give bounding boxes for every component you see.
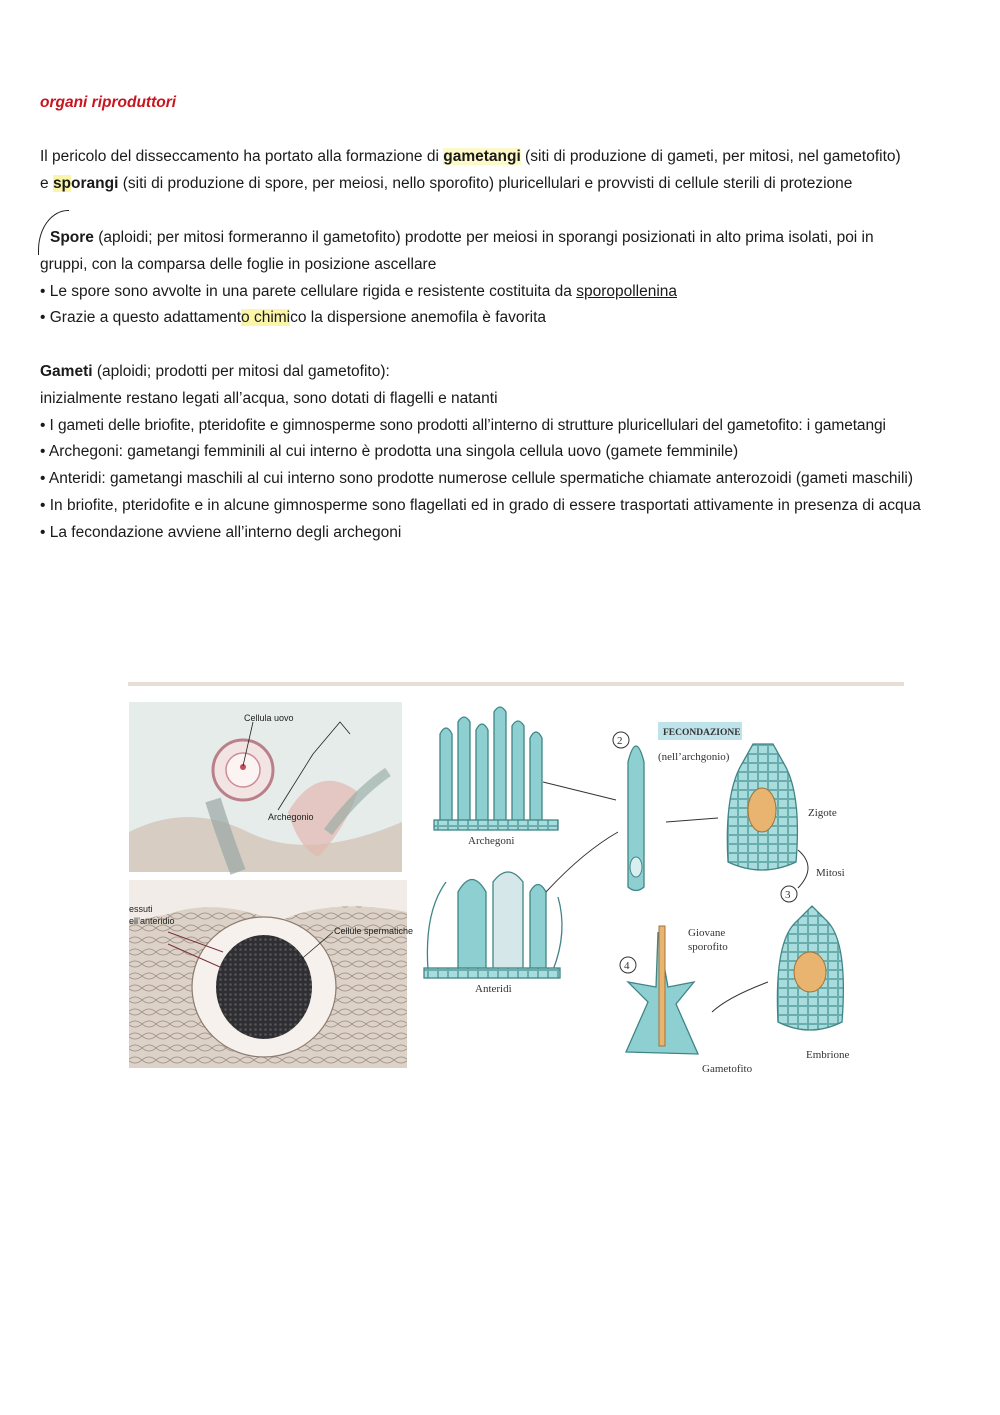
bullet-item: • La fecondazione avviene all’interno degli archegoni bbox=[40, 523, 402, 541]
label-cellule-spermatiche: Cellule spermatiche bbox=[334, 926, 414, 936]
reproduction-figure bbox=[128, 682, 904, 1082]
embrione-drawing bbox=[777, 906, 849, 1061]
label-giovane: Giovane bbox=[688, 927, 726, 939]
text-span: (aploidi; prodotti per mitosi dal gametofito): bbox=[92, 363, 390, 380]
label-nell-archgonio: (nell’archgonio) bbox=[658, 751, 730, 763]
label-zigote: Zigote bbox=[808, 807, 837, 819]
paragraph-gameti bbox=[40, 359, 970, 547]
text-span: • Grazie a questo adattament bbox=[40, 309, 242, 327]
paragraph-spore bbox=[40, 225, 970, 332]
text-line bbox=[40, 225, 970, 252]
text-span: (siti di produzione di gameti, per mitosi, nel gametofito) bbox=[520, 148, 901, 165]
text-line: inizialmente restano legati all’acqua, sono dotati di flagelli e natanti bbox=[40, 389, 498, 407]
text-span: (aploidi; per mitosi formeranno il gametofito) prodotte per meiosi in sporangi posizionati in alto prima isolati, poi in bbox=[93, 229, 874, 246]
giovane-sporofito-drawing bbox=[620, 926, 753, 1075]
label-archegonio: Archegonio bbox=[268, 812, 314, 822]
label-gametofito: Gametofito bbox=[702, 1063, 753, 1075]
section-heading: organi riproduttori bbox=[40, 94, 177, 111]
label-mitosi: Mitosi bbox=[816, 867, 845, 879]
highlight: o chimi bbox=[241, 309, 291, 327]
text-span: e bbox=[40, 174, 53, 192]
text-line bbox=[40, 144, 970, 171]
text-span: orangi bbox=[71, 174, 119, 192]
text-span: Il pericolo del disseccamento ha portato alla formazione di bbox=[40, 148, 444, 165]
label-tessuti-2: ell’anteridio bbox=[129, 916, 175, 926]
text-span: co la dispersione anemofila è favorita bbox=[290, 309, 547, 327]
term-sporopollenina: sporopollenina bbox=[576, 282, 678, 300]
step-number-4: 4 bbox=[624, 960, 630, 972]
label-cellula-uovo: Cellula uovo bbox=[244, 713, 294, 723]
text-line: gruppi, con la comparsa delle foglie in posizione ascellare bbox=[40, 255, 437, 273]
text-line bbox=[40, 171, 970, 198]
bullet-item bbox=[40, 279, 970, 306]
text-span: • Le spore sono avvolte in una parete cellulare rigida e resistente costituita da bbox=[40, 282, 577, 300]
archegonio-micrograph bbox=[129, 702, 402, 872]
figure-top-edge bbox=[128, 682, 904, 686]
bullet-item: • I gameti delle briofite, pteridofite e gimnosperme sono prodotti all’interno di strutture pluricellulari del gametofito: i gametangi bbox=[40, 416, 886, 434]
term-gameti: Gameti bbox=[40, 363, 93, 380]
term-spore: Spore bbox=[50, 229, 94, 246]
anteridi-drawing bbox=[424, 872, 562, 978]
bullet-item bbox=[40, 305, 970, 332]
term-gametangi: gametangi bbox=[443, 148, 521, 165]
archegoni-drawing bbox=[434, 707, 558, 830]
mitosi-arrow bbox=[798, 850, 808, 888]
bullet-item: • In briofite, pteridofite e in alcune gimnosperme sono flagellati ed in grado di essere trasportati attivamente in presenza di acqua bbox=[40, 496, 921, 514]
label-archegoni: Archegoni bbox=[468, 835, 515, 847]
highlight: sp bbox=[52, 174, 72, 192]
label-sporofito: sporofito bbox=[688, 941, 728, 953]
step-number-3: 3 bbox=[785, 889, 791, 901]
figure-illustration bbox=[128, 682, 904, 1082]
zigote-drawing bbox=[727, 744, 837, 870]
step-number-2: 2 bbox=[617, 735, 623, 747]
bullet-item: • Anteridi: gametangi maschili al cui interno sono prodotte numerose cellule spermatiche chiamate anterozoidi (gameti maschili) bbox=[40, 470, 913, 488]
term-sporangi bbox=[53, 175, 118, 192]
label-fecondazione: FECONDAZIONE bbox=[663, 728, 741, 738]
bullet-item: • Archegoni: gametangi femminili al cui interno è prodotta una singola cellula uovo (gamete femminile) bbox=[40, 443, 739, 461]
anteridio-micrograph bbox=[129, 880, 413, 1068]
label-embrione: Embrione bbox=[806, 1049, 850, 1061]
label-anteridi: Anteridi bbox=[475, 983, 512, 995]
label-tessuti-1: essuti bbox=[129, 904, 153, 914]
text-span: (siti di produzione di spore, per meiosi, nello sporofito) pluricellulari e provvisti di cellule sterili di protezione bbox=[118, 174, 853, 192]
paragraph-gametangi bbox=[40, 144, 970, 198]
fecondazione-drawing bbox=[613, 722, 742, 891]
text-line bbox=[40, 359, 970, 386]
